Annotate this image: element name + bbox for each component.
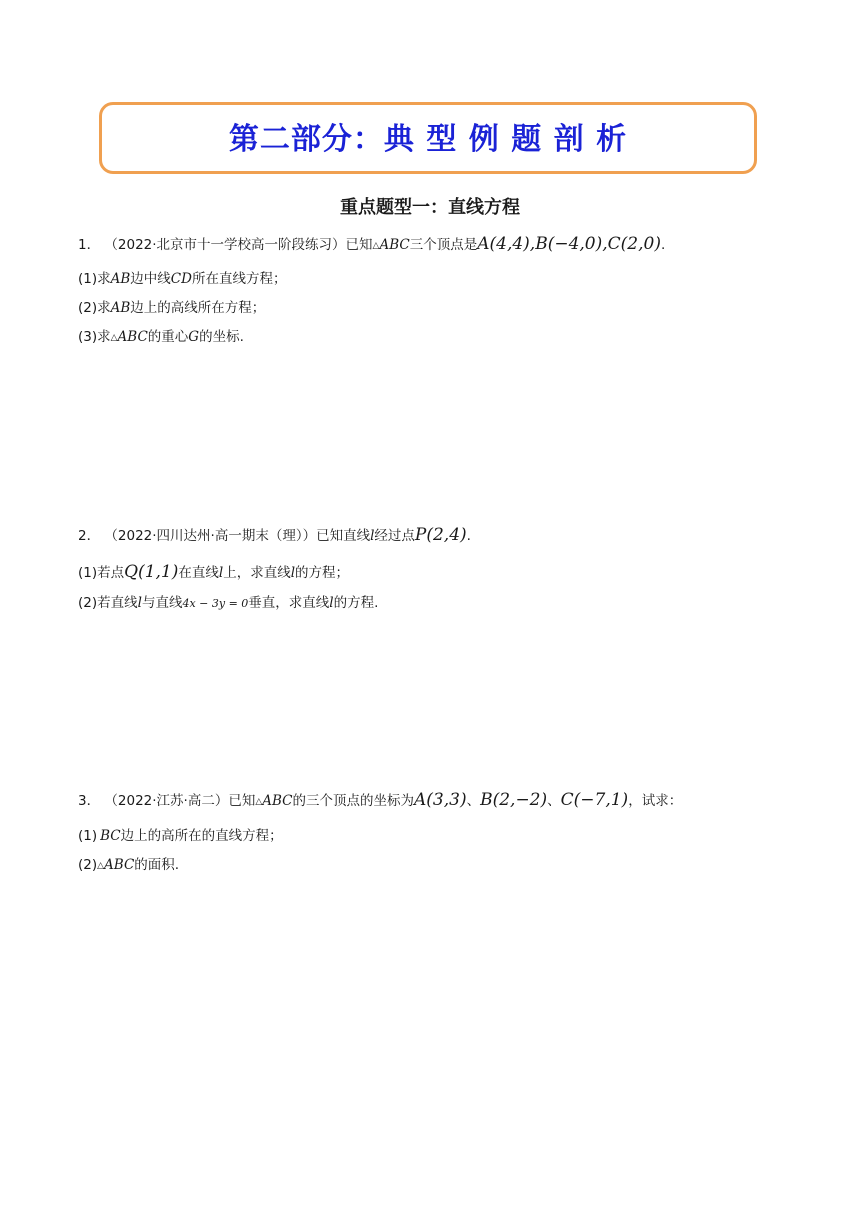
math-point: Q(1,1) (124, 562, 179, 582)
part-text: 求 (97, 300, 111, 316)
stem-text: 已知 (228, 793, 256, 809)
math-var: AB (110, 271, 131, 287)
math-var: l (218, 565, 224, 581)
math-var: ABC (117, 329, 148, 345)
stem-text: 经过点 (374, 528, 415, 544)
part-label: (1) (78, 828, 98, 844)
part-text: 与直线 (141, 595, 183, 611)
part-text: 若直线 (97, 595, 138, 611)
triangle-symbol: △ (97, 861, 105, 871)
math-var: G (188, 329, 200, 345)
part-text: 的方程； (295, 565, 350, 581)
part-text: 所在直线方程； (191, 271, 287, 287)
stem-text: 已知直线 (316, 528, 371, 544)
part-text: 的方程. (333, 595, 379, 611)
math-var: CD (170, 271, 192, 287)
stem-text: ，试求： (628, 793, 683, 809)
math-point: B(2,−2) (480, 790, 548, 810)
problem-2-part-1 (78, 562, 349, 583)
math-var: BC (100, 828, 121, 844)
part-text: 在直线 (178, 565, 219, 581)
banner-title: 第二部分：典 型 例 题 剖 析 (228, 122, 628, 157)
part-label: (2) (78, 857, 98, 873)
part-label: (1) (78, 565, 98, 581)
math-var: l (329, 595, 334, 611)
math-var: AB (110, 300, 131, 316)
problem-source: （2022·北京市十一学校高一阶段练习） (104, 237, 346, 253)
part-text: 边上的高线所在方程； (130, 300, 266, 316)
section-title: 重点题型一：直线方程 (340, 197, 520, 218)
part-text: 上，求直线 (223, 565, 291, 581)
math-var: l (370, 528, 375, 544)
problem-number: 2． (78, 528, 101, 544)
math-point: C(−7,1) (560, 790, 629, 810)
part-label: (2) (78, 595, 98, 611)
stem-text: 三个顶点是 (409, 237, 478, 253)
triangle-symbol: △ (110, 333, 118, 343)
problem-number: 1． (78, 237, 101, 253)
triangle-symbol: △ (255, 797, 263, 807)
part-text: 若点 (97, 565, 125, 581)
stem-text: 的三个顶点的坐标为 (292, 793, 415, 809)
problem-1-part-3 (78, 327, 244, 348)
separator: 、 (466, 793, 481, 809)
problem-source: （2022·四川达州·高一期末（理）） (104, 528, 317, 544)
stem-text: . (466, 528, 471, 544)
part-text: 求 (97, 329, 111, 345)
problem-3-part-2 (78, 855, 179, 876)
stem-text: 已知 (345, 237, 373, 253)
problem-3-stem (78, 790, 682, 812)
triangle-symbol: △ (372, 241, 380, 251)
part-label: (2) (78, 300, 98, 316)
separator: 、 (547, 793, 561, 809)
problem-1-part-2 (78, 298, 265, 318)
math-equation: 4x − 3y = 0 (182, 597, 249, 610)
math-var: ABC (262, 793, 293, 809)
part-text: 求 (97, 271, 111, 287)
problem-source: （2022·江苏·高二） (104, 793, 229, 809)
part-text: 的面积. (134, 857, 180, 873)
math-var: ABC (379, 237, 410, 253)
stem-text: . (660, 237, 666, 253)
math-var: l (290, 565, 296, 581)
math-point: P(2,4) (414, 525, 467, 545)
part-text: 边中线 (130, 271, 171, 287)
math-points: A(4,4),B(−4,0),C(2,0) (477, 234, 661, 254)
part-text: 的坐标. (199, 329, 244, 345)
problem-1-stem (78, 234, 665, 256)
math-var: ABC (104, 857, 135, 873)
problem-1-part-1 (78, 269, 286, 289)
problem-2-part-2 (78, 593, 378, 614)
math-point: A(3,3) (414, 790, 467, 810)
part-text: 的重心 (147, 329, 189, 345)
problem-number: 3． (78, 793, 101, 809)
part-label: (1) (78, 271, 98, 287)
section-banner (99, 102, 757, 174)
part-text: 垂直，求直线 (248, 595, 330, 611)
math-var: l (137, 595, 142, 611)
problem-2-stem (78, 525, 471, 546)
part-text: 边上的高所在的直线方程； (120, 828, 283, 844)
part-label: (3) (78, 329, 98, 345)
problem-3-part-1 (78, 826, 283, 846)
